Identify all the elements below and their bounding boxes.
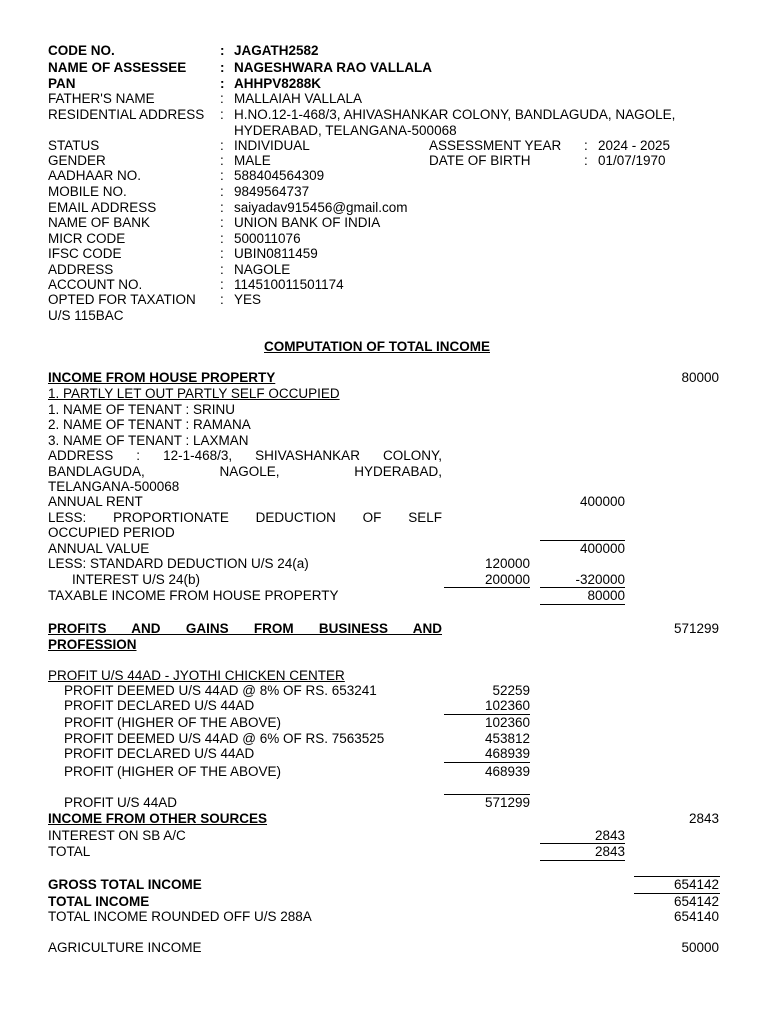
aadhaar-value: 588404564309 — [234, 168, 325, 183]
colon: : — [220, 184, 224, 199]
business-row-value: 453812 — [484, 731, 530, 746]
residential-label: RESIDENTIAL ADDRESS — [48, 107, 205, 122]
father-label: FATHER'S NAME — [48, 91, 155, 106]
business-row-label: PROFIT DEEMED U/S 44AD @ 6% OF RS. 7563525 — [64, 731, 385, 746]
annual-value-value: 400000 — [579, 541, 625, 556]
business-row-label: PROFIT (HIGHER OF THE ABOVE) — [64, 764, 282, 779]
business-row-label: PROFIT DEEMED U/S 44AD @ 8% OF RS. 653241 — [64, 683, 377, 698]
business-heading-line2: PROFESSION — [48, 637, 137, 652]
gross-total-value: 654142 — [673, 877, 719, 892]
code-value: JAGATH2582 — [234, 43, 319, 58]
name-label: NAME OF ASSESSEE — [48, 60, 187, 75]
bank-label: NAME OF BANK — [48, 215, 151, 230]
rounded-income-label: TOTAL INCOME ROUNDED OFF U/S 288A — [48, 909, 312, 924]
business-subheading: PROFIT U/S 44AD - JYOTHI CHICKEN CENTER — [48, 668, 345, 683]
colon: : — [220, 60, 225, 75]
agriculture-income-label: AGRICULTURE INCOME — [48, 940, 202, 955]
micr-label: MICR CODE — [48, 231, 126, 246]
colon: : — [220, 138, 224, 153]
address-value: NAGOLE — [234, 262, 291, 277]
interest-net-value: -320000 — [575, 572, 625, 587]
business-row-value: 102360 — [484, 715, 530, 730]
house-subheading: 1. PARTLY LET OUT PARTLY SELF OCCUPIED — [48, 386, 340, 401]
colon: : — [220, 231, 224, 246]
house-heading: INCOME FROM HOUSE PROPERTY — [48, 370, 276, 385]
ifsc-value: UBIN0811459 — [234, 246, 318, 261]
dob-value: 01/07/1970 — [598, 153, 666, 168]
colon: : — [584, 153, 588, 168]
status-label: STATUS — [48, 138, 100, 153]
tenant-2: 2. NAME OF TENANT : RAMANA — [48, 417, 251, 432]
bank-value: UNION BANK OF INDIA — [234, 215, 381, 230]
father-value: MALLAIAH VALLALA — [234, 91, 363, 106]
annual-rent-label: ANNUAL RENT — [48, 494, 143, 509]
agriculture-income-value: 50000 — [681, 940, 719, 955]
mobile-label: MOBILE NO. — [48, 184, 127, 199]
rule — [540, 604, 625, 605]
standard-deduction-value: 120000 — [484, 556, 530, 571]
page-title: COMPUTATION OF TOTAL INCOME — [264, 339, 490, 354]
code-label: CODE NO. — [48, 43, 115, 58]
interest-label: INTEREST U/S 24(b) — [72, 572, 201, 587]
property-address-line3: TELANGANA-500068 — [48, 479, 180, 494]
standard-deduction-label: LESS: STANDARD DEDUCTION U/S 24(a) — [48, 556, 309, 571]
other-heading: INCOME FROM OTHER SOURCES — [48, 811, 268, 826]
mobile-value: 9849564737 — [234, 184, 310, 199]
gender-label: GENDER — [48, 153, 106, 168]
email-value: saiyadav915456@gmail.com — [234, 200, 408, 215]
other-heading-total: 2843 — [688, 811, 719, 826]
sb-interest-value: 2843 — [594, 828, 625, 843]
residential-value-line1: H.NO.12-1-468/3, AHIVASHANKAR COLONY, BANDLAGUDA, NAGOLE, — [234, 107, 676, 122]
ifsc-label: IFSC CODE — [48, 246, 122, 261]
address-label: ADDRESS — [48, 262, 114, 277]
account-label: ACCOUNT NO. — [48, 277, 143, 292]
business-row-value: 102360 — [484, 698, 530, 713]
rounded-income-value: 654140 — [673, 909, 719, 924]
dob-label: DATE OF BIRTH — [429, 153, 531, 168]
email-label: EMAIL ADDRESS — [48, 200, 157, 215]
property-address-line1: ADDRESS : 12-1-468/3, SHIVASHANKAR COLONY, — [48, 448, 442, 463]
colon: : — [220, 107, 224, 122]
colon: : — [220, 262, 224, 277]
tenant-3: 3. NAME OF TENANT : LAXMAN — [48, 433, 249, 448]
property-address-line2: BANDLAGUDA, NAGOLE, HYDERABAD, — [48, 464, 442, 479]
colon: : — [220, 43, 225, 58]
business-heading-line1: PROFITS AND GAINS FROM BUSINESS AND — [48, 621, 442, 636]
business-row-value: 468939 — [484, 764, 530, 779]
assessment-year-label: ASSESSMENT YEAR — [429, 138, 562, 153]
rule — [444, 587, 530, 588]
colon: : — [220, 91, 224, 106]
colon: : — [220, 215, 224, 230]
total-income-label: TOTAL INCOME — [48, 894, 150, 909]
rule — [540, 860, 625, 861]
colon: : — [220, 200, 224, 215]
business-row-value: 52259 — [492, 683, 530, 698]
residential-value-line2: HYDERABAD, TELANGANA-500068 — [234, 123, 457, 138]
rule — [444, 762, 530, 763]
annual-rent-value: 400000 — [579, 494, 625, 509]
assessment-year-value: 2024 - 2025 — [598, 138, 671, 153]
other-total-label: TOTAL — [48, 844, 91, 859]
colon: : — [220, 246, 224, 261]
total-income-value: 654142 — [673, 894, 719, 909]
colon: : — [220, 292, 224, 307]
gender-value: MALE — [234, 153, 271, 168]
annual-value-label: ANNUAL VALUE — [48, 541, 150, 556]
business-row-label: PROFIT DECLARED U/S 44AD — [64, 746, 255, 761]
less-proportionate-line1: LESS: PROPORTIONATE DEDUCTION OF SELF — [48, 510, 442, 525]
less-proportionate-line2: OCCUPIED PERIOD — [48, 525, 175, 540]
interest-value: 200000 — [484, 572, 530, 587]
colon: : — [220, 76, 225, 91]
pan-value: AHHPV8288K — [234, 76, 322, 91]
business-row-value: 468939 — [484, 746, 530, 761]
colon: : — [220, 277, 224, 292]
account-value: 114510011501174 — [234, 277, 344, 292]
business-row-label: PROFIT DECLARED U/S 44AD — [64, 698, 255, 713]
taxable-house-label: TAXABLE INCOME FROM HOUSE PROPERTY — [48, 588, 339, 603]
gross-total-label: GROSS TOTAL INCOME — [48, 877, 202, 892]
house-heading-total: 80000 — [681, 370, 719, 385]
opted-label-line1: OPTED FOR TAXATION — [48, 292, 196, 307]
micr-value: 500011076 — [234, 231, 301, 246]
colon: : — [220, 153, 224, 168]
other-total-value: 2843 — [594, 844, 625, 859]
tenant-1: 1. NAME OF TENANT : SRINU — [48, 402, 236, 417]
colon: : — [220, 168, 224, 183]
taxable-house-value: 80000 — [587, 588, 625, 603]
name-value: NAGESHWARA RAO VALLALA — [234, 60, 432, 75]
sb-interest-label: INTEREST ON SB A/C — [48, 828, 186, 843]
business-total-value: 571299 — [484, 795, 530, 810]
business-heading-total: 571299 — [673, 621, 719, 636]
aadhaar-label: AADHAAR NO. — [48, 168, 142, 183]
status-value: INDIVIDUAL — [234, 138, 310, 153]
pan-label: PAN — [48, 76, 76, 91]
business-row-label: PROFIT (HIGHER OF THE ABOVE) — [64, 715, 282, 730]
opted-value: YES — [234, 292, 262, 307]
opted-label-line2: U/S 115BAC — [48, 308, 124, 323]
colon: : — [584, 138, 588, 153]
business-total-label: PROFIT U/S 44AD — [64, 795, 178, 810]
